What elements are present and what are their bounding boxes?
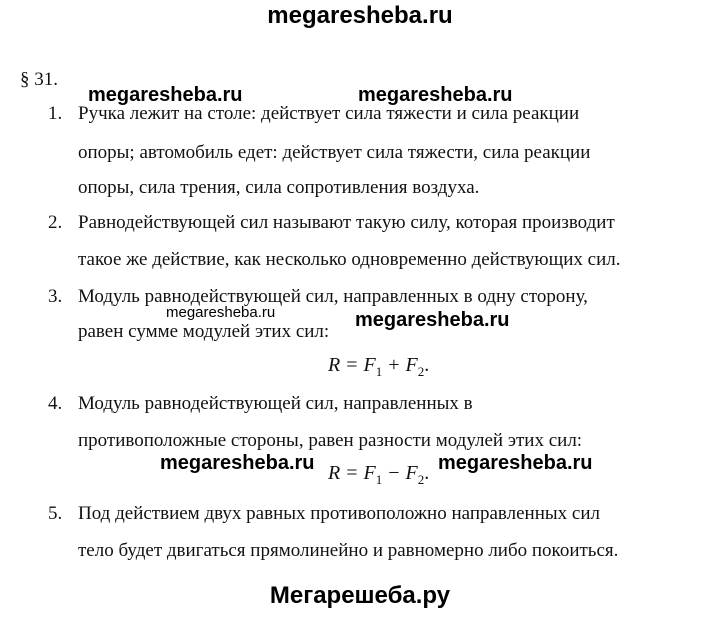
- formula-lhs: R: [328, 354, 341, 376]
- list-item-text: Модуль равнодействующей сил, направленных в: [78, 393, 473, 414]
- list-item-text: опоры, сила трения, сила сопротивления воздуха.: [78, 177, 480, 198]
- watermark-inline: megaresheba.ru: [160, 452, 315, 474]
- section-title: § 31.: [20, 69, 58, 90]
- list-item-number: 5.: [48, 503, 63, 524]
- watermark-small: megaresheba.ru: [166, 304, 276, 321]
- formula-sub-b: 2: [417, 472, 425, 487]
- formula-term-a: F: [363, 354, 376, 376]
- list-item-text: Ручка лежит на столе: действует сила тяжести и сила реакции: [78, 103, 580, 124]
- formula-end: .: [424, 354, 430, 376]
- formula-operator: −: [388, 462, 400, 484]
- formula-sub-a: 1: [375, 364, 383, 379]
- watermark-inline: megaresheba.ru: [88, 84, 243, 106]
- list-item-text: опоры; автомобиль едет: действует сила тяжести, сила реакции: [78, 142, 591, 163]
- list-item-number: 2.: [48, 212, 63, 233]
- formula-lhs: R: [328, 462, 341, 484]
- formula-end: .: [424, 462, 430, 484]
- list-item-text: тело будет двигаться прямолинейно и равномерно либо покоиться.: [78, 540, 619, 561]
- watermark-footer: Мегарешеба.ру: [269, 582, 451, 609]
- formula-term-b: F: [405, 462, 418, 484]
- formula-sub-a: 1: [375, 472, 383, 487]
- watermark-inline: megaresheba.ru: [355, 309, 510, 331]
- watermark-inline: megaresheba.ru: [438, 452, 593, 474]
- formula-equals: =: [346, 354, 358, 376]
- watermark-header: megaresheba.ru: [267, 2, 453, 29]
- list-item-number: 1.: [48, 103, 63, 124]
- list-item-number: 3.: [48, 286, 63, 307]
- list-item-text: противоположные стороны, равен разности модулей этих сил:: [78, 430, 583, 451]
- list-item-text: Равнодействующей сил называют такую силу, которая производит: [78, 212, 615, 233]
- formula-equals: =: [346, 462, 358, 484]
- formula-difference: [328, 462, 429, 488]
- watermark-inline: megaresheba.ru: [358, 84, 513, 106]
- formula-sum: [328, 354, 429, 380]
- list-item-text: такое же действие, как несколько одновременно действующих сил.: [78, 249, 621, 270]
- formula-term-b: F: [405, 354, 418, 376]
- formula-term-a: F: [363, 462, 376, 484]
- formula-operator: +: [388, 354, 400, 376]
- list-item-text: Модуль равнодействующей сил, направленных в одну сторону,: [78, 286, 588, 307]
- list-item-number: 4.: [48, 393, 63, 414]
- list-item-text: равен сумме модулей этих сил:: [78, 321, 330, 342]
- list-item-text: Под действием двух равных противоположно направленных сил: [78, 503, 600, 524]
- formula-sub-b: 2: [417, 364, 425, 379]
